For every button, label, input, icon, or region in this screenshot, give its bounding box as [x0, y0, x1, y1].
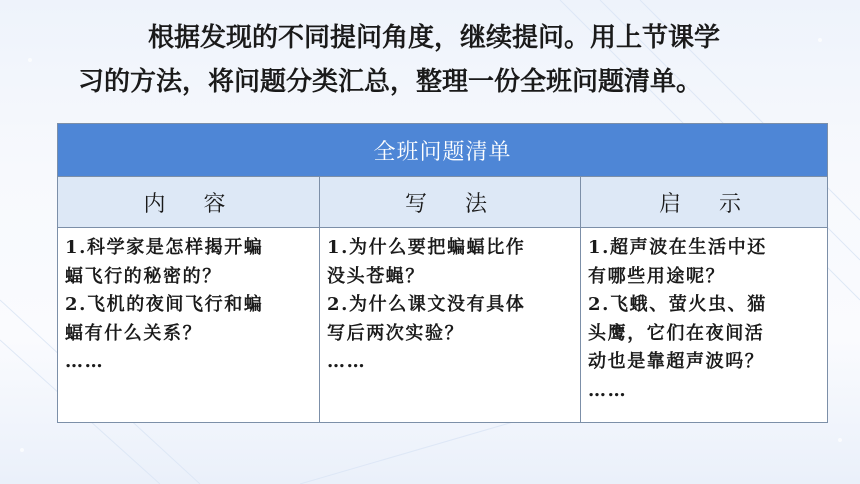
header-content: 内 容 [58, 177, 320, 228]
table-title: 全班问题清单 [58, 124, 828, 177]
cell-line: 1.科学家是怎样揭开蝙 [65, 237, 264, 258]
cell-line: 有哪些用途呢？ [588, 265, 726, 287]
cell-line: 2.飞机的夜间飞行和蝙 [65, 294, 264, 315]
cell-line: 蝠有什么关系？ [65, 322, 203, 344]
cell-writing [320, 228, 581, 423]
cell-line: 1.为什么要把蝙蝠比作 [327, 237, 526, 258]
cell-line: …… [588, 379, 628, 401]
table-body-row [58, 228, 828, 423]
intro-paragraph [78, 16, 798, 104]
cell-line: 没头苍蝇？ [327, 265, 425, 287]
table-title-row [58, 124, 828, 177]
cell-line: …… [327, 351, 367, 372]
cell-line: 写后两次实验？ [327, 322, 465, 344]
cell-line: 蝠飞行的秘密的？ [65, 265, 222, 287]
header-writing: 写 法 [320, 177, 581, 228]
intro-line-1: 根据发现的不同提问角度，继续提问。用上节课学 [148, 23, 721, 53]
intro-line-2: 习的方法，将问题分类汇总，整理一份全班问题清单。 [78, 67, 703, 97]
cell-content [58, 228, 320, 423]
class-question-list-table [57, 123, 828, 423]
cell-line: 1.超声波在生活中还 [588, 237, 767, 258]
cell-line: 2.飞蛾、萤火虫、猫 [588, 294, 767, 315]
cell-line: …… [65, 351, 105, 372]
cell-line: 头鹰，它们在夜间活 [588, 322, 765, 344]
cell-line: 动也是靠超声波吗？ [588, 351, 765, 372]
table-header-row [58, 177, 828, 228]
header-insight: 启 示 [581, 177, 828, 228]
cell-line: 2.为什么课文没有具体 [327, 294, 526, 315]
cell-insight [581, 228, 828, 423]
